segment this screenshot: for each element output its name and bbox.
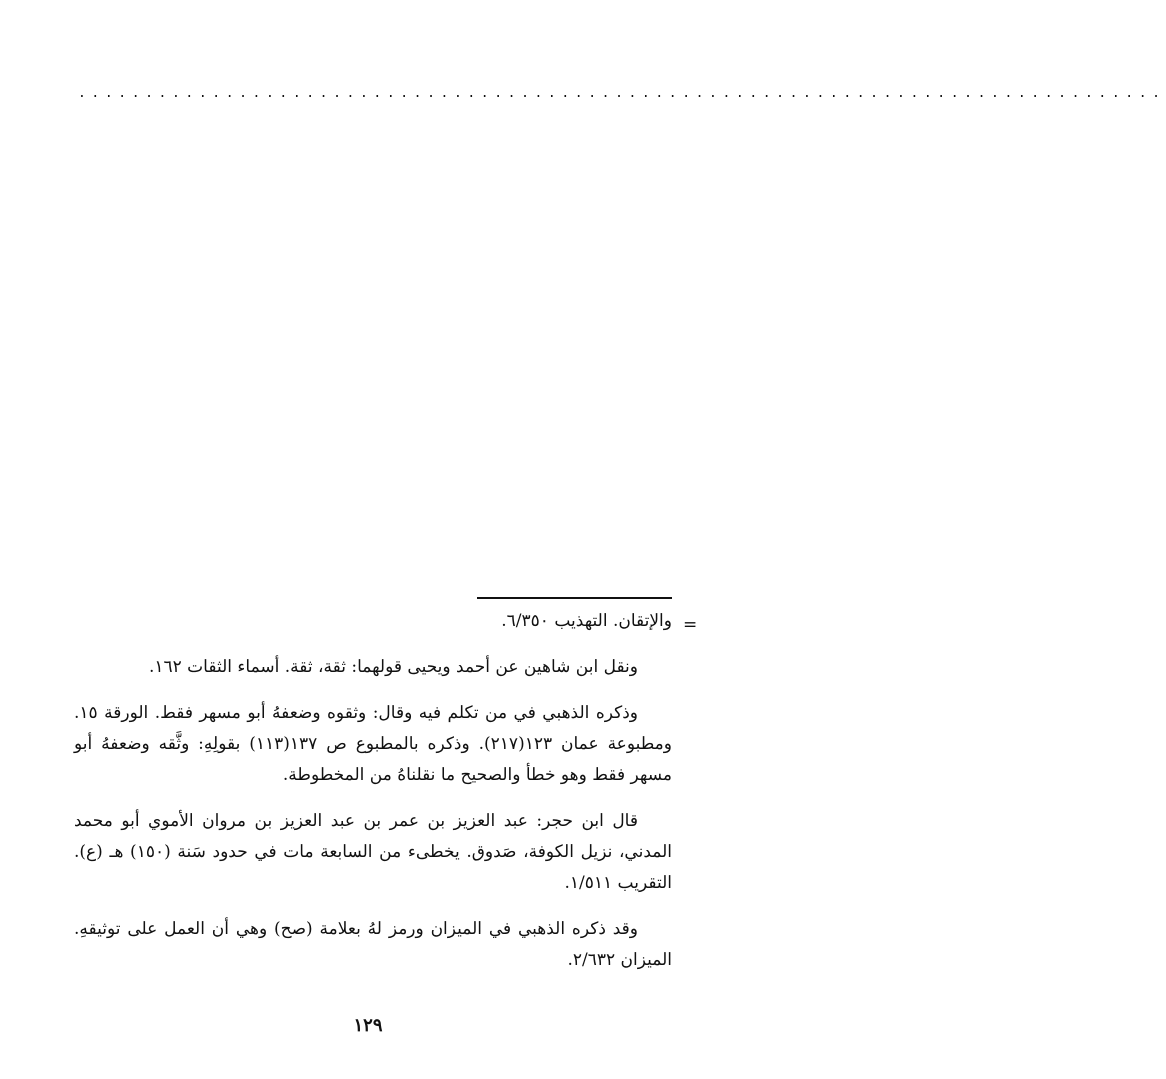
continuation-mark: = [683,615,698,635]
footnote-paragraph-3: وذكره الذهبي في من تكلم فيه وقال: وثقوه وضعفهُ أبو مسهر فقط. الورقة ١٥. ومطبوعة عمان ١٢٣(٢١٧). وذكره بالمطبوع ص ١٣٧(١١٣) بقولِهِ: وثَّقه وضعفهُ أبو مسهر فقط وهو خطأ والصحيح ما نقلناهُ من المخطوطة. [74,703,672,785]
footnote-block [74,606,672,976]
page-number: ١٢٩ [353,1015,383,1036]
footnote-paragraph-2: ونقل ابن شاهين عن أحمد ويحيى قولهما: ثقة، ثقة. أسماء الثقات ١٦٢. [148,657,638,677]
footnote-paragraph-1: والإتقان. التهذيب ٦/٣٥٠. [501,611,672,631]
ellipsis-separator: ................................................................................. [78,86,1166,101]
footnote-paragraph-5: وقد ذكره الذهبي في الميزان ورمز لهُ بعلامة (صح) وهي أن العمل على توثيقهِ. الميزان ٢/٦٣٢. [74,919,672,970]
footnote-paragraph-4: قال ابن حجر: عبد العزيز بن عمر بن عبد العزيز بن مروان الأموي أبو محمد المدني، نزيل الكوفة، صَدوق. يخطىء من السابعة مات في حدود سَنة (١٥٠) هـ (ع). التقريب ١/٥١١. [74,811,672,893]
footnote-rule [477,597,672,599]
